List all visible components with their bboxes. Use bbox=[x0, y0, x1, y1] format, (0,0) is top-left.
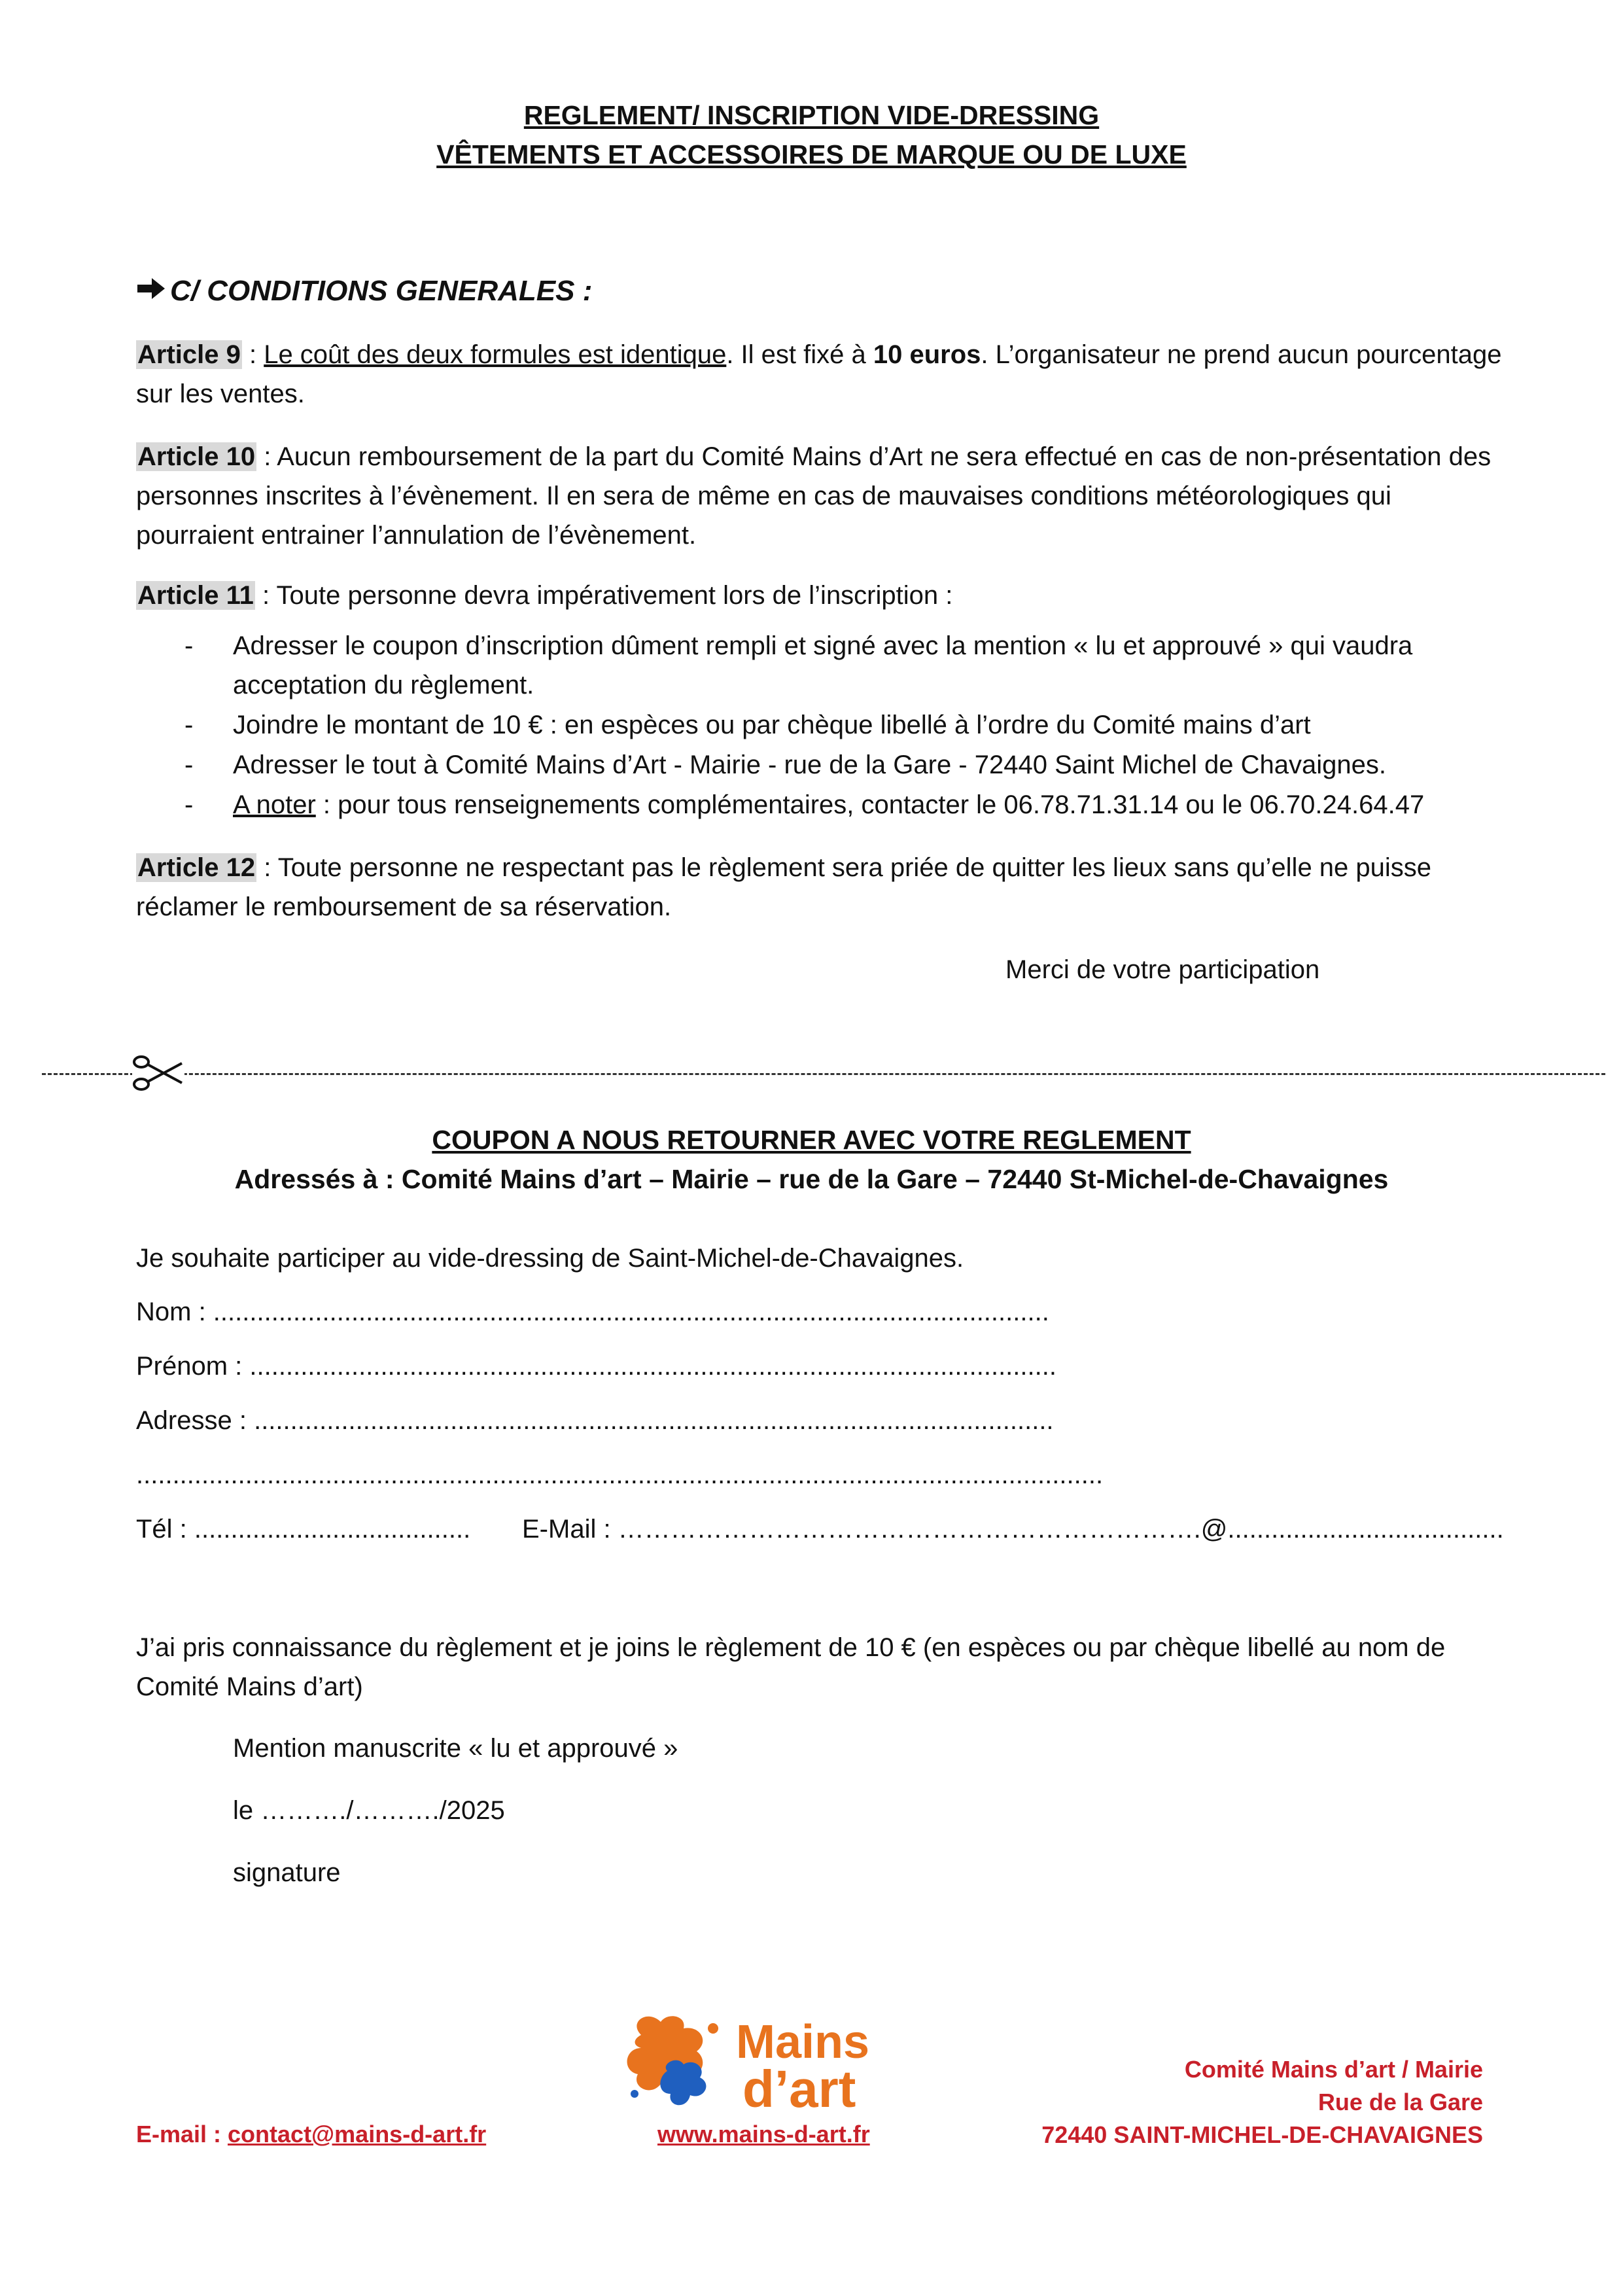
acknowledge-text: J’ai pris connaissance du règlement et je joins le règlement de 10 € (en espèces ou par chèque libellé au nom de Comité Mains d’art) bbox=[136, 1633, 1446, 1701]
article-11-item-1: Adresser le coupon d’inscription dûment rempli et signé avec la mention « lu et approuvé » qui vaudra acceptation du règlement. bbox=[233, 631, 1413, 699]
email-field[interactable]: E-Mail : ………………………………………………………….@...................................... bbox=[522, 1515, 1504, 1544]
article-11-label: Article 11 bbox=[137, 581, 254, 610]
article-12-text: : Toute personne ne respectant pas le règlement sera priée de quitter les lieux sans qu’elle ne puisse réclamer le remboursement de sa réservation. bbox=[136, 853, 1432, 921]
logo-text-line1: Mains bbox=[736, 2016, 870, 2068]
logo-text-line2: d’art bbox=[742, 2060, 856, 2118]
coupon-title: COUPON A NOUS RETOURNER AVEC VOTRE REGLEMENT bbox=[432, 1125, 1191, 1155]
bullet-dash: - bbox=[184, 711, 194, 739]
nom-field[interactable]: Nom : ................................................................................................................... bbox=[136, 1298, 1049, 1326]
bullet-dash: - bbox=[184, 751, 194, 779]
thanks-text: Merci de votre participation bbox=[1005, 955, 1320, 984]
article-12 bbox=[136, 848, 1510, 927]
mention-text: Mention manuscrite « lu et approuvé » bbox=[233, 1734, 678, 1763]
cut-line bbox=[42, 1073, 1605, 1075]
tel-field[interactable]: Tél : ...................................... bbox=[136, 1515, 471, 1544]
arrow-right-icon bbox=[136, 272, 166, 311]
footer-org-line1: Comité Mains d’art / Mairie bbox=[1184, 2056, 1483, 2083]
footer-website-link[interactable]: www.mains-d-art.fr bbox=[657, 2121, 870, 2147]
article-9-text2: . L’organisateur ne prend aucun pourcentage sur les ventes. bbox=[136, 340, 1502, 408]
article-11-text: : Toute personne devra impérativement lors de l’inscription : bbox=[254, 581, 953, 610]
logo-splash-icon bbox=[621, 2009, 896, 2127]
article-9 bbox=[136, 335, 1510, 414]
footer-email bbox=[136, 2118, 486, 2151]
article-10 bbox=[136, 437, 1510, 555]
article-10-label: Article 10 bbox=[137, 442, 256, 471]
footer-org-line2: Rue de la Gare bbox=[1318, 2089, 1483, 2115]
page-title-line2: VÊTEMENTS ET ACCESSOIRES DE MARQUE OU DE LUXE bbox=[436, 139, 1187, 169]
section-heading bbox=[136, 272, 592, 311]
article-11-note-text: : pour tous renseignements complémentaires, contacter le 06.78.71.31.14 ou le 06.70.24.64.47 bbox=[315, 790, 1425, 819]
article-11-note-label: A noter bbox=[233, 790, 316, 819]
article-9-underlined: Le coût des deux formules est identique bbox=[264, 340, 727, 369]
article-11-note bbox=[233, 785, 1528, 824]
article-9-label: Article 9 bbox=[137, 340, 241, 369]
coupon-address: Adressés à : Comité Mains d’art – Mairie – rue de la Gare – 72440 St-Michel-de-Chavaignes bbox=[234, 1164, 1389, 1194]
coupon-intro: Je souhaite participer au vide-dressing de Saint-Michel-de-Chavaignes. bbox=[136, 1244, 964, 1273]
mains-dart-logo bbox=[621, 2009, 896, 2127]
page-title-line1: REGLEMENT/ INSCRIPTION VIDE-DRESSING bbox=[523, 100, 1100, 130]
footer-email-link[interactable]: contact@mains-d-art.fr bbox=[228, 2121, 487, 2147]
article-9-amount: 10 euros bbox=[873, 340, 981, 369]
signature-label: signature bbox=[233, 1858, 341, 1887]
adresse-field[interactable]: Adresse : .............................................................................................................. bbox=[136, 1406, 1054, 1435]
prenom-field[interactable]: Prénom : ............................................................................................................... bbox=[136, 1352, 1056, 1381]
scissors-icon bbox=[132, 1050, 184, 1096]
bullet-dash: - bbox=[184, 790, 194, 819]
section-heading-text: C/ CONDITIONS GENERALES : bbox=[170, 275, 593, 307]
footer-org-line3: 72440 SAINT-MICHEL-DE-CHAVAIGNES bbox=[1041, 2121, 1483, 2148]
article-10-text: : Aucun remboursement de la part du Comité Mains d’Art ne sera effectué en cas de non-présentation des personnes inscrites à l’évènement. Il en sera de même en cas de mauvaises conditions météorologiques qui pourraient entrainer l’annulation de l’évènement. bbox=[136, 442, 1492, 550]
article-11 bbox=[136, 576, 1510, 615]
article-11-item-2: Joindre le montant de 10 € : en espèces ou par chèque libellé à l’ordre du Comité mains d’art bbox=[233, 711, 1311, 739]
adresse-field-line2[interactable]: ..................................................................................................................................... bbox=[136, 1460, 1104, 1489]
article-9-sep: : bbox=[241, 340, 264, 369]
footer-email-label: E-mail : bbox=[136, 2121, 228, 2147]
article-9-text1: . Il est fixé à bbox=[726, 340, 873, 369]
article-12-label: Article 12 bbox=[137, 853, 256, 882]
bullet-dash: - bbox=[184, 631, 194, 660]
date-field[interactable]: le ………./………./2025 bbox=[233, 1796, 505, 1825]
article-11-item-3: Adresser le tout à Comité Mains d’Art - Mairie - rue de la Gare - 72440 Saint Michel de Chavaignes. bbox=[233, 751, 1387, 779]
